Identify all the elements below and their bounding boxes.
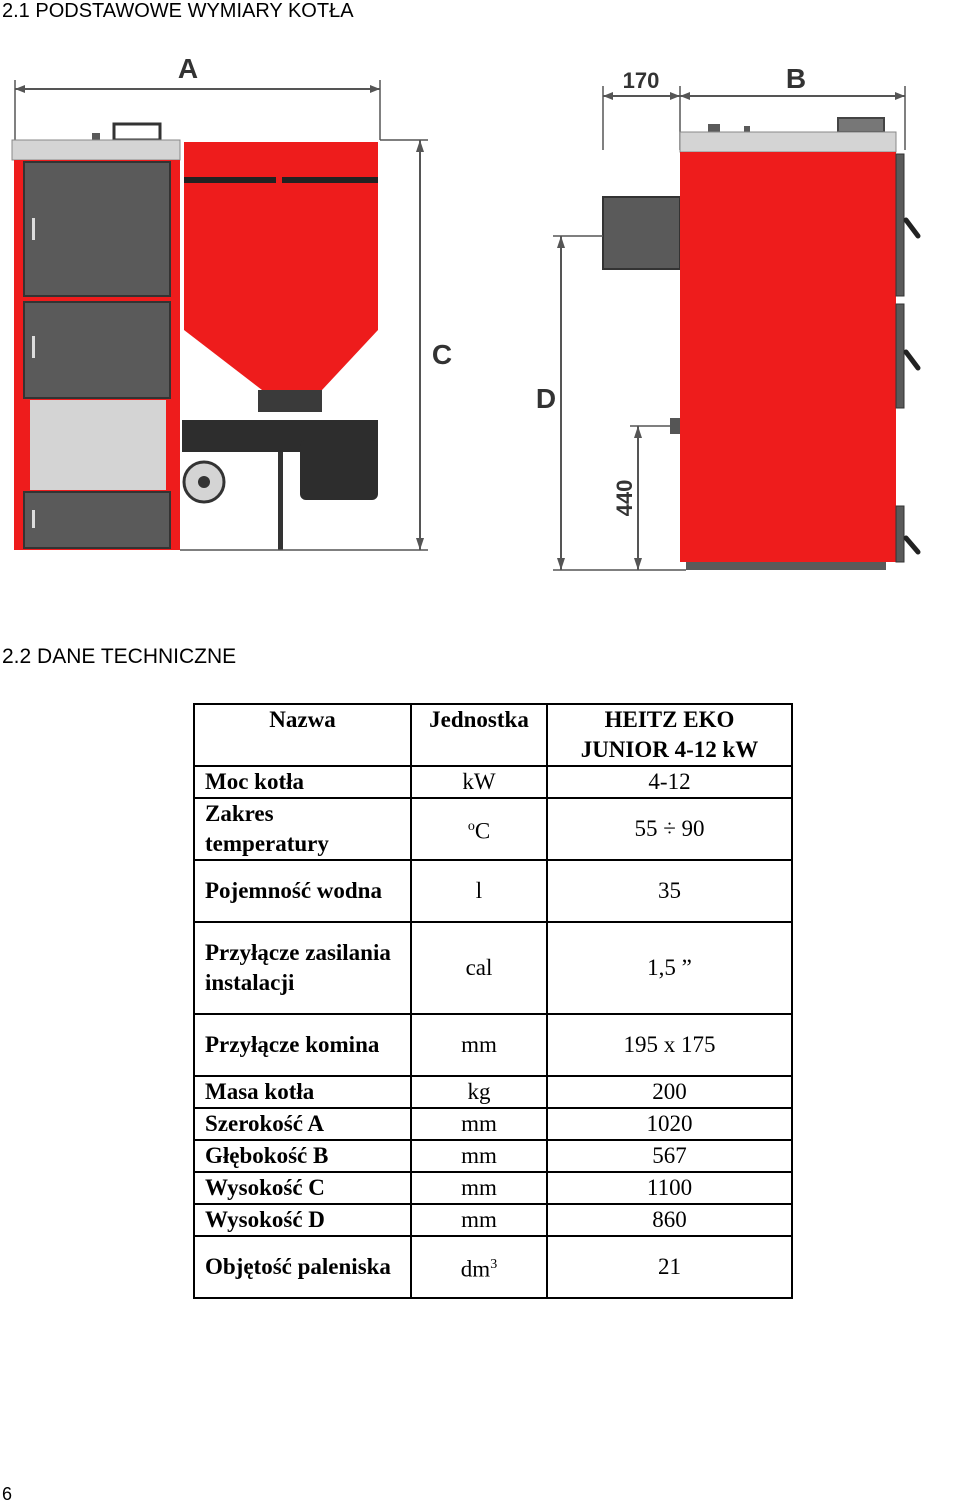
table-row (194, 860, 792, 922)
table-row (194, 1236, 792, 1298)
table-row (194, 1172, 792, 1204)
row-unit: cal (411, 922, 547, 1014)
row-unit: mm (411, 1140, 547, 1172)
row-value: 200 (547, 1076, 792, 1108)
table-row (194, 1076, 792, 1108)
boiler-dimension-drawing (0, 40, 960, 585)
front-view (12, 53, 452, 550)
row-name: Szerokość A (194, 1108, 411, 1140)
header-unit: Jednostka (411, 704, 547, 766)
row-name: Przyłącze komina (194, 1014, 411, 1076)
table-row (194, 1140, 792, 1172)
row-value: 567 (547, 1140, 792, 1172)
row-value: 4-12 (547, 766, 792, 798)
row-unit: mm (411, 1014, 547, 1076)
row-value: 195 x 175 (547, 1014, 792, 1076)
row-unit: mm (411, 1204, 547, 1236)
unit-base: dm (460, 1256, 491, 1282)
row-name: Wysokość D (194, 1204, 411, 1236)
row-unit: l (411, 860, 547, 922)
row-value: 35 (547, 860, 792, 922)
row-name: Masa kotła (194, 1076, 411, 1108)
dim-label-170: 170 (622, 68, 660, 93)
row-value: 1,5 ” (547, 922, 792, 1014)
row-name: Głębokość B (194, 1140, 411, 1172)
dim-label-c: C (431, 339, 453, 370)
unit-superscript: o (467, 818, 475, 834)
table-row (194, 1014, 792, 1076)
side-view (536, 63, 918, 570)
row-name: Pojemność wodna (194, 860, 411, 922)
row-unit: kW (411, 766, 547, 798)
dim-label-a: A (177, 53, 199, 84)
section-title-dimensions: 2.1 PODSTAWOWE WYMIARY KOTŁA (2, 0, 354, 22)
table-row (194, 1108, 792, 1140)
row-value: 1100 (547, 1172, 792, 1204)
row-unit (411, 1236, 547, 1298)
unit-superscript: 3 (490, 1256, 498, 1272)
dim-label-d: D (535, 383, 557, 414)
row-value: 21 (547, 1236, 792, 1298)
dim-label-b: B (785, 63, 807, 94)
row-name: Przyłącze zasilania instalacji (194, 922, 411, 1014)
header-model: HEITZ EKO JUNIOR 4-12 kW (547, 704, 792, 766)
row-unit: mm (411, 1108, 547, 1140)
table-header-row (194, 704, 792, 766)
technical-data-table (193, 703, 793, 1299)
table-row (194, 766, 792, 798)
row-value: 55 ÷ 90 (547, 798, 792, 860)
row-unit: mm (411, 1172, 547, 1204)
header-name: Nazwa (194, 704, 411, 766)
unit-base: C (474, 818, 491, 844)
row-value: 1020 (547, 1108, 792, 1140)
row-name: Objętość paleniska (194, 1236, 411, 1298)
page-number: 6 (2, 1484, 13, 1504)
row-name: Moc kotła (194, 766, 411, 798)
row-name: Wysokość C (194, 1172, 411, 1204)
table-row (194, 922, 792, 1014)
row-unit (411, 798, 547, 860)
table-row (194, 798, 792, 860)
row-unit: kg (411, 1076, 547, 1108)
row-name: Zakres temperatury (194, 798, 411, 860)
row-value: 860 (547, 1204, 792, 1236)
dim-label-440: 440 (612, 479, 637, 517)
section-title-technical-data: 2.2 DANE TECHNICZNE (2, 645, 237, 668)
table-row (194, 1204, 792, 1236)
